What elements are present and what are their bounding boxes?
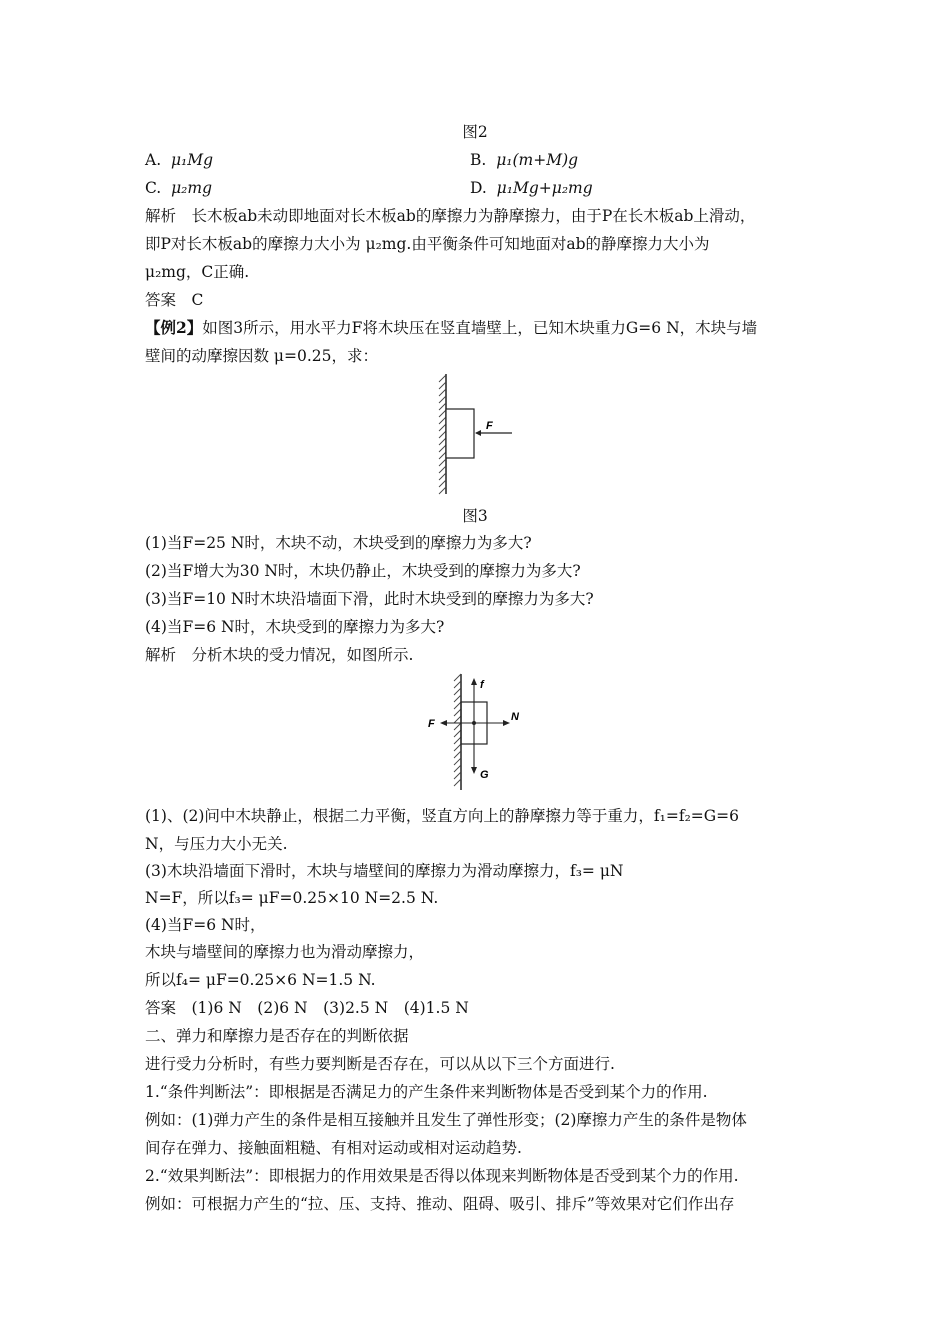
question-1: (1)当F=25 N时，木块不动，木块受到的摩擦力为多大? [145,534,532,552]
method-2-example: 例如：可根据力产生的“拉、压、支持、推动、阻碍、吸引、排斥”等效果对它们作出存 [145,1195,735,1213]
method-2: 2.“效果判断法”：即根据力的作用效果是否得以体现来判断物体是否受到某个力的作用. [145,1167,739,1185]
solution-1-line-a: (1)、(2)问中木块静止，根据二力平衡，竖直方向上的静摩擦力等于重力，f₁=f₂=G=6 [145,807,740,825]
fbd-wall-hatching [454,674,461,786]
analysis-1-line-3: μ₂mg，C正确. [145,263,250,281]
gravity-label: G [480,769,489,781]
analysis-1-line-2: 即P对长木板ab的摩擦力大小为 μ₂mg.由平衡条件可知地面对ab的静摩擦力大小为 [145,235,710,253]
friction-label: f [480,679,484,691]
option-d-text: μ₁Mg+μ₂mg [496,179,593,197]
option-d: D. μ₁Mg+μ₂mg [470,179,593,197]
question-2: (2)当F增大为30 N时，木块仍静止，木块受到的摩擦力为多大? [145,562,581,580]
normal-force-label: N [511,711,519,723]
method-1: 1.“条件判断法”：即根据是否满足力的产生条件来判断物体是否受到某个力的作用. [145,1083,708,1101]
analysis-2-intro: 解析 分析木块的受力情况，如图所示. [145,646,414,664]
example-2-line-2: 壁间的动摩擦因数 μ=0.25，求： [145,347,379,365]
question-3: (3)当F=10 N时木块沿墙面下滑，此时木块受到的摩擦力为多大? [145,590,594,608]
option-a: A. μ₁Mg [145,151,214,169]
figure-3-diagram [430,372,520,498]
wooden-block [446,409,474,458]
applied-force-label: F [428,718,435,730]
solution-4-line-a: (4)当F=6 N时， [145,916,266,934]
solution-4-line-b: 木块与墙壁间的摩擦力也为滑动摩擦力， [145,943,425,961]
answer-1: 答案 C [145,291,204,309]
answer-2: 答案 (1)6 N (2)6 N (3)2.5 N (4)1.5 N [145,999,469,1017]
option-b-text: μ₁(m+M)g [496,151,579,169]
free-body-diagram [420,670,530,794]
analysis-1-line-1: 解析 长木板ab未动即地面对长木板ab的摩擦力为静摩擦力，由于P在长木板ab上滑动， [145,207,756,225]
force-label: F [486,420,493,432]
solution-4-line-c: 所以f₄= μF=0.25×6 N=1.5 N. [145,971,376,989]
solution-3-line-a: (3)木块沿墙面下滑时，木块与墙壁间的摩擦力为滑动摩擦力，f₃= μN [145,862,624,880]
option-c-text: μ₂mg [171,179,213,197]
option-c: C. μ₂mg [145,179,213,197]
wall-hatching [439,375,446,494]
question-4: (4)当F=6 N时，木块受到的摩擦力为多大? [145,618,445,636]
section-2-intro: 进行受力分析时，有些力要判断是否存在，可以从以下三个方面进行. [145,1055,615,1073]
example-2-tag: 【例2】 [145,318,203,337]
solution-1-line-b: N，与压力大小无关. [145,835,288,853]
solution-3-line-b: N=F，所以f₃= μF=0.25×10 N=2.5 N. [145,889,439,907]
figure-2-caption: 图2 [462,123,488,141]
method-1-example-b: 间存在弹力、接触面粗糙、有相对运动或相对运动趋势. [145,1139,522,1157]
option-a-text: μ₁Mg [170,151,214,169]
figure-3-caption: 图3 [462,507,488,525]
section-2-heading: 二、弹力和摩擦力是否存在的判断依据 [145,1027,409,1045]
option-b: B. μ₁(m+M)g [470,151,579,169]
example-2-line-1: 【例2】如图3所示，用水平力F将木块压在竖直墙壁上，已知木块重力G=6 N，木块与墙 [145,318,758,337]
method-1-example-a: 例如：(1)弹力产生的条件是相互接触并且发生了弹性形变；(2)摩擦力产生的条件是物体 [145,1111,747,1129]
